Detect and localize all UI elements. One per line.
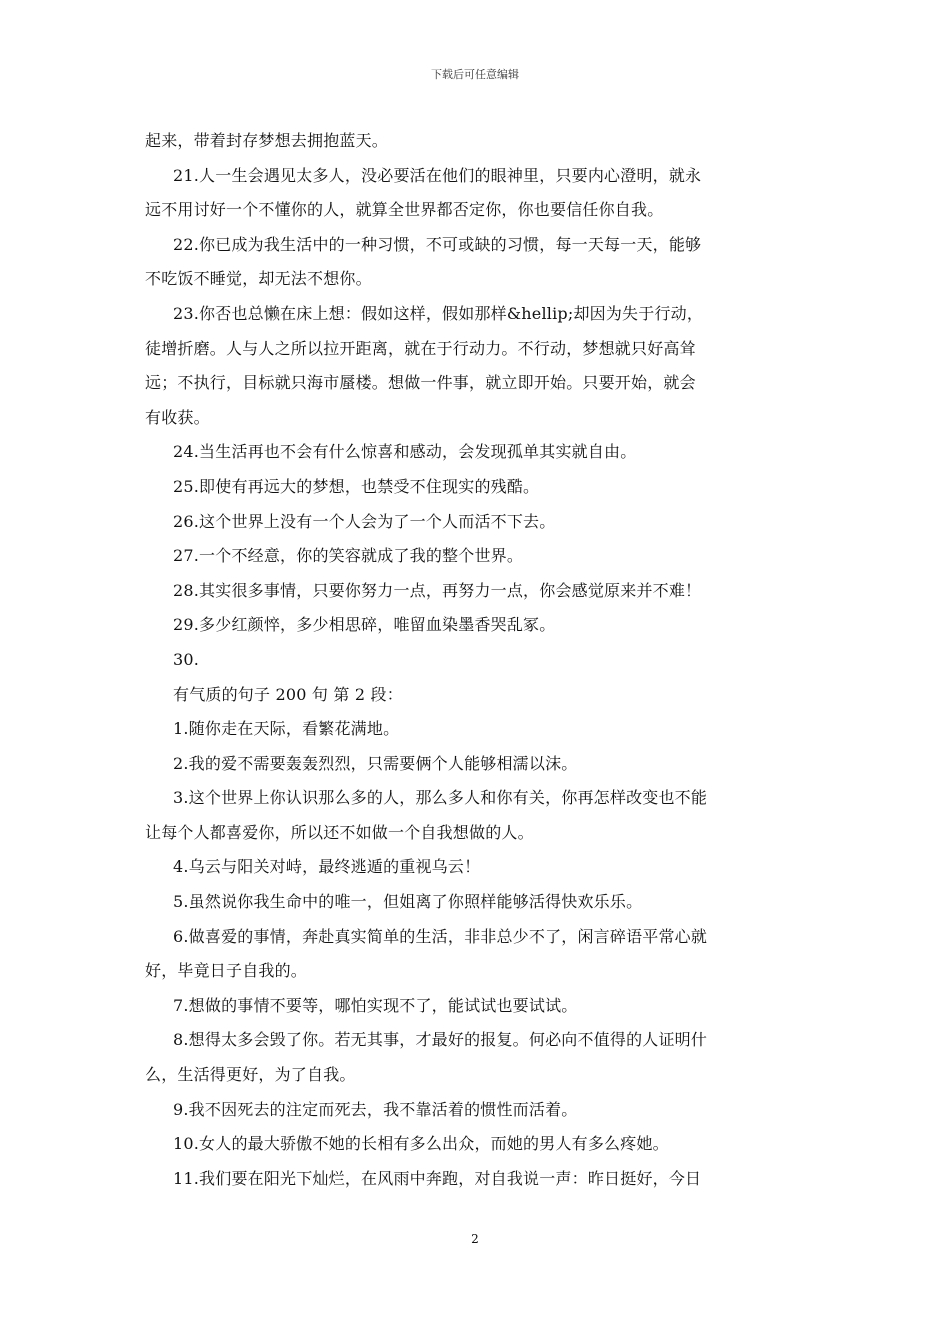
text-line: 徒增折磨。人与人之所以拉开距离，就在于行动力。不行动，梦想就只好高耸 [145, 338, 696, 358]
text-line: 6.做喜爱的事情，奔赴真实简单的生活，非非总少不了，闲言碎语平常心就 [173, 926, 708, 946]
text-line: 9.我不因死去的注定而死去，我不靠活着的惯性而活着。 [173, 1099, 578, 1119]
text-line: 5.虽然说你我生命中的唯一，但姐离了你照样能够活得快欢乐乐。 [173, 892, 643, 912]
text-line: 24.当生活再也不会有什么惊喜和感动，会发现孤单其实就自由。 [173, 442, 637, 462]
text-line: 1.随你走在天际，看繁花满地。 [173, 719, 400, 739]
text-line: 让每个人都喜爱你，所以还不如做一个自我想做的人。 [145, 822, 534, 842]
text-line: 有收获。 [145, 407, 210, 427]
text-line: 25.即使有再远大的梦想，也禁受不住现实的残酷。 [173, 476, 540, 496]
text-line: 23.你否也总懒在床上想：假如这样，假如那样&hellip;却因为失于行动， [173, 303, 704, 323]
page-header: 下载后可任意编辑 [431, 68, 519, 81]
text-line: 10.女人的最大骄傲不她的长相有多么出众，而她的男人有多么疼她。 [173, 1134, 669, 1154]
text-line: 远不用讨好一个不懂你的人，就算全世界都否定你，你也要信任你自我。 [145, 200, 664, 220]
text-line: 8.想得太多会毁了你。若无其事，才最好的报复。何必向不值得的人证明什 [173, 1030, 708, 1050]
text-line: 29.多少红颜悴，多少相思碎，唯留血染墨香哭乱冢。 [173, 615, 556, 635]
text-line: 3.这个世界上你认识那么多的人，那么多人和你有关，你再怎样改变也不能 [173, 788, 708, 808]
text-line: 27.一个不经意，你的笑容就成了我的整个世界。 [173, 546, 524, 566]
text-line: 2.我的爱不需要轰轰烈烈，只需要俩个人能够相濡以沫。 [173, 753, 578, 773]
text-line: 4.乌云与阳关对峙，最终逃遁的重视乌云！ [173, 857, 481, 877]
text-line: 26.这个世界上没有一个人会为了一个人而活不下去。 [173, 511, 556, 531]
text-line: 21.人一生会遇见太多人，没必要活在他们的眼神里，只要内心澄明，就永 [173, 165, 702, 185]
document-body [145, 124, 810, 1196]
text-line: 7.想做的事情不要等，哪怕实现不了，能试试也要试试。 [173, 995, 578, 1015]
text-line: 好，毕竟日子自我的。 [145, 961, 308, 981]
text-line: 22.你已成为我生活中的一种习惯，不可或缺的习惯，每一天每一天，能够 [173, 234, 702, 254]
text-line: 30. [173, 649, 200, 669]
text-line: 起来，带着封存梦想去拥抱蓝天。 [145, 131, 389, 150]
text-line: 么，生活得更好，为了自我。 [145, 1065, 356, 1085]
text-line: 远；不执行，目标就只海市蜃楼。想做一件事，就立即开始。只要开始，就会 [145, 373, 696, 393]
text-line: 不吃饭不睡觉，却无法不想你。 [145, 269, 372, 289]
text-line: 11.我们要在阳光下灿烂，在风雨中奔跑，对自我说一声：昨日挺好，今日 [173, 1168, 702, 1188]
text-line: 有气质的句子 200 句 第 2 段： [173, 684, 403, 704]
page-number: 2 [471, 1232, 479, 1246]
text-line: 28.其实很多事情，只要你努力一点，再努力一点，你会感觉原来并不难！ [173, 580, 702, 600]
